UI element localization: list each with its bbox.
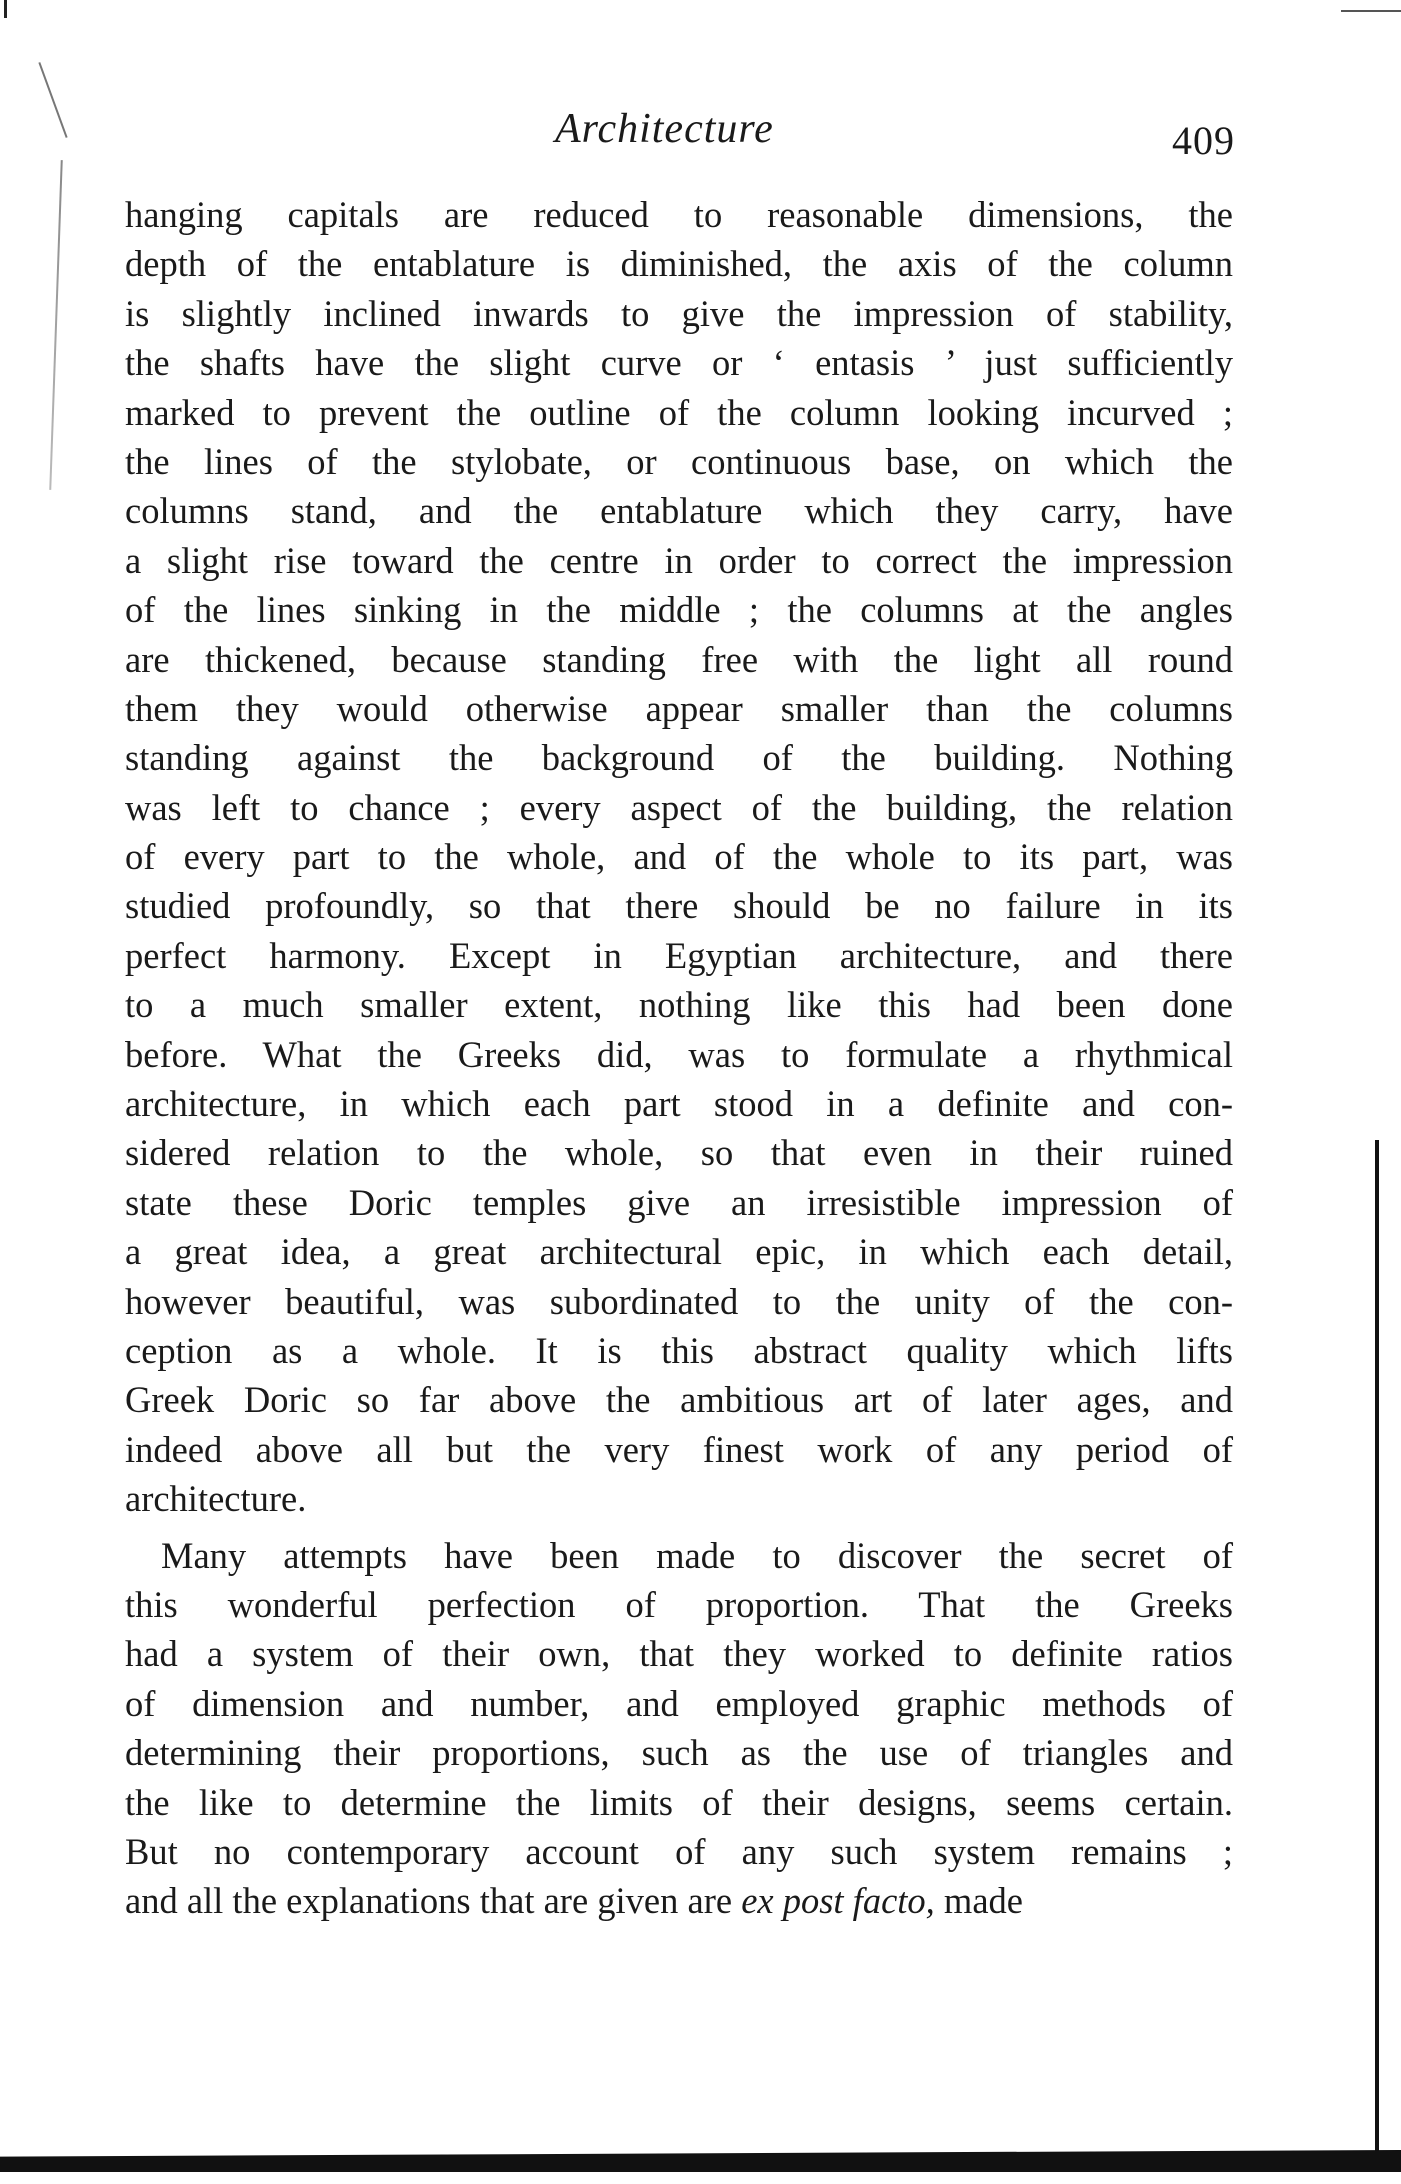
text-line: the shafts have the slight curve or ‘ entasis ’ just sufficiently (125, 342, 1233, 384)
text-line: are thickened, because standing free with the light all round (125, 638, 1233, 680)
text-line: them they would otherwise appear smaller than the columns (125, 687, 1233, 729)
text-line: ception as a whole. It is this abstract quality which lifts (125, 1329, 1233, 1371)
italic-phrase: ex post facto, (741, 1880, 935, 1922)
text-line: standing against the background of the building. Nothing (125, 737, 1233, 779)
text-line: the lines of the stylobate, or continuous base, on which the (125, 440, 1233, 482)
text-line: this wonderful perfection of proportion. That the Greeks (125, 1583, 1233, 1625)
text-line: studied profoundly, so that there should be no failure in its (125, 885, 1233, 927)
running-head (0, 105, 1401, 165)
text-line: the like to determine the limits of their designs, seems certain. (125, 1781, 1233, 1823)
text-line: depth of the entablature is diminished, the axis of the column (125, 243, 1233, 285)
running-title: Architecture (555, 106, 774, 152)
text-line: Many attempts have been made to discover the secret of (161, 1534, 1233, 1576)
text-span: made (934, 1880, 1023, 1922)
text-span: and all the explanations that are given are (125, 1880, 742, 1922)
paragraph-gap (125, 1524, 1233, 1531)
text-line: architecture. (125, 1478, 307, 1520)
page-edge-right (1375, 1140, 1379, 2160)
text-line: before. What the Greeks did, was to formulate a rhythmical (125, 1033, 1233, 1075)
text-line: architecture, in which each part stood in a definite and con- (125, 1083, 1233, 1125)
text-line: hanging capitals are reduced to reasonable dimensions, the (125, 194, 1233, 235)
text-line: marked to prevent the outline of the column looking incurved ; (125, 391, 1233, 433)
text-line: had a system of their own, that they worked to definite ratios (125, 1633, 1233, 1675)
text-line: Greek Doric so far above the ambitious art of later ages, and (125, 1379, 1233, 1421)
page-number: 409 (1172, 118, 1235, 163)
text-line: was left to chance ; every aspect of the building, the relation (125, 786, 1233, 828)
text-line: columns stand, and the entablature which they carry, have (125, 490, 1233, 532)
scan-edge-mark (4, 0, 7, 18)
text-line: of the lines sinking in the middle ; the columns at the angles (125, 589, 1233, 631)
text-line: a great idea, a great architectural epic, in which each detail, (125, 1231, 1233, 1273)
body-text (125, 190, 1233, 1926)
text-line: a slight rise toward the centre in order to correct the impression (125, 539, 1233, 581)
text-line: But no contemporary account of any such system remains ; (125, 1830, 1233, 1872)
text-line: is slightly inclined inwards to give the impression of stability, (125, 292, 1233, 334)
paragraph (125, 190, 1233, 1524)
text-line: of dimension and number, and employed graphic methods of (125, 1682, 1233, 1724)
text-line: however beautiful, was subordinated to the unity of the con- (125, 1280, 1233, 1322)
text-line: indeed above all but the very finest work of any period of (125, 1428, 1233, 1470)
text-line: of every part to the whole, and of the whole to its part, was (125, 836, 1233, 878)
text-line (125, 1876, 1233, 1925)
text-line: sidered relation to the whole, so that even in their ruined (125, 1132, 1233, 1174)
scan-edge-mark (1341, 10, 1401, 12)
text-line: perfect harmony. Except in Egyptian architecture, and there (125, 934, 1233, 976)
text-line: determining their proportions, such as the use of triangles and (125, 1732, 1233, 1774)
margin-line (49, 160, 63, 490)
text-line: to a much smaller extent, nothing like this had been done (125, 984, 1233, 1026)
paragraph (125, 1531, 1233, 1877)
text-line: state these Doric temples give an irresistible impression of (125, 1181, 1233, 1223)
page-edge-bottom (0, 2150, 1401, 2172)
